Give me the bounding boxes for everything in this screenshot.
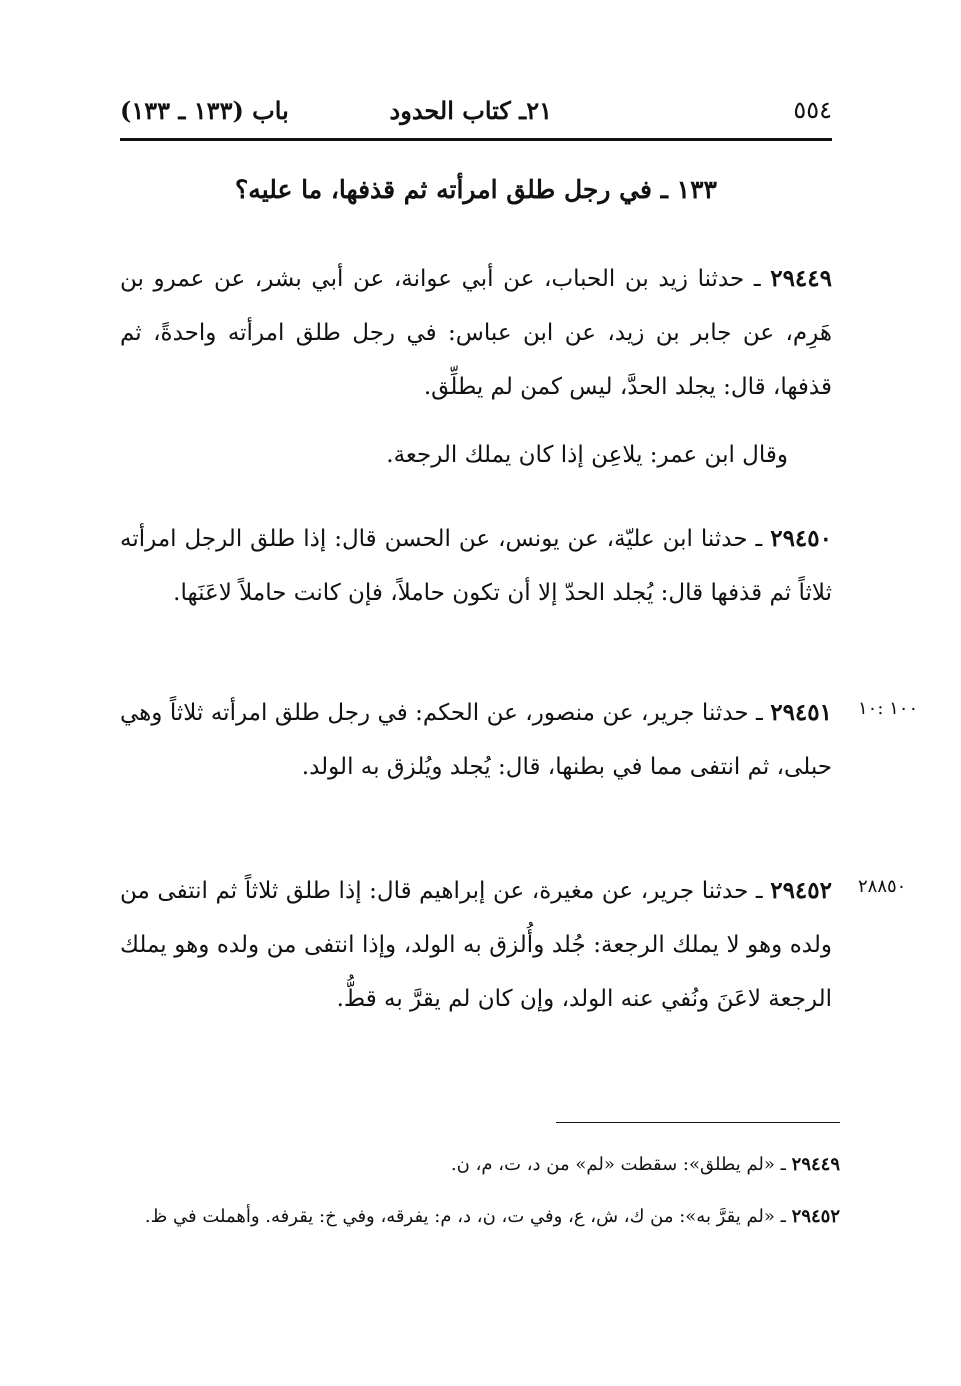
footnote-text: ـ «لم يطلق»: سقطت «لم» من د، ت، م، ن. xyxy=(450,1154,792,1175)
hadith-29452 xyxy=(120,864,832,1026)
footnote-number: ٢٩٤٥٢ xyxy=(791,1206,840,1227)
hadith-29449 xyxy=(120,252,832,414)
hadith-text: ـ حدثنا زيد بن الحباب، عن أبي عوانة، عن أبي بشر، عن عمرو بن هَرِم، عن جابر بن زيد، عن ابن عباس: في رجل طلق امرأته واحدةً، ثم قذفها، قال: يجلد الحدَّ، ليس كمن لم يطلِّق. xyxy=(120,266,832,400)
chapter-range: باب (١٣٣ ـ ١٣٣) xyxy=(120,96,289,125)
book-title: ٢١ـ كتاب الحدود xyxy=(389,96,552,125)
footnote-29449 xyxy=(120,1146,840,1184)
page-header xyxy=(120,96,832,136)
hadith-text: ـ حدثنا ابن عليّة، عن يونس، عن الحسن قال: إذا طلق الرجل امرأته ثلاثاً ثم قذفها قال: يُجلد الحدّ إلا أن تكون حاملاً، فإن كانت حاملاً لاعَنَها. xyxy=(120,526,832,606)
hadith-number: ٢٩٤٥٠ xyxy=(770,525,832,552)
hadith-number: ٢٩٤٥١ xyxy=(770,699,832,726)
hadith-text: وقال ابن عمر: يلاعِن إذا كان يملك الرجعة. xyxy=(386,442,788,468)
footnote-29452 xyxy=(120,1198,840,1236)
page-number: ٥٥٤ xyxy=(793,96,832,124)
footnote-text: ـ «لم يقرَّ به»: من ك، ش، ع، وفي ت، ن، د، م: يفرقه، وفي خ: يقرفه. وأهملت في ظ. xyxy=(144,1206,792,1227)
hadith-text: ـ حدثنا جرير، عن مغيرة، عن إبراهيم قال: إذا طلق ثلاثاً ثم انتفى من ولده وهو لا يملك الرجعة: جُلد وأُلزق به الولد، وإذا انتفى من ولده وهو يملك الرجعة لاعَنَ ونُفي عنه الولد، وإن كان لم يقرَّ به قطُّ. xyxy=(120,878,832,1012)
section-title: ١٣٣ ـ في رجل طلق امرأته ثم قذفها، ما عليه؟ xyxy=(235,175,717,204)
hadith-number: ٢٩٤٥٢ xyxy=(770,877,832,904)
hadith-note-ibn-umar xyxy=(120,428,832,482)
hadith-29450 xyxy=(120,512,832,620)
footnote-number: ٢٩٤٤٩ xyxy=(791,1154,840,1175)
hadith-text: ـ حدثنا جرير، عن منصور، عن الحكم: في رجل طلق امرأته ثلاثاً وهي حبلى، ثم انتفى مما في بطنها، قال: يُجلد ويُلزق به الولد. xyxy=(120,700,832,780)
header-rule xyxy=(120,138,832,141)
footnote-rule xyxy=(556,1122,840,1123)
document-page: ٥٥٤ ٢١ـ كتاب الحدود باب (١٣٣ ـ ١٣٣) ١٣٣ ـ في رجل طلق امرأته ثم قذفها، ما عليه؟ ٢٩٤٤٩ ـ حدثنا زيد بن الحباب، عن أبي عوانة، عن أبي بشر، عن عمرو بن هَرِم، عن جابر بن زيد، عن ابن عباس: في رجل طلق امرأته واحدةً، ثم قذفها، قال: يجلد الحدَّ، ليس كمن لم يطلِّق. وقال ابن عمر: يلاعِن إذا كان يملك الرجعة. ٢٩٤٥٠ ـ حدثنا ابن عليّة، عن يونس، عن الحسن قال: إذا طلق الرجل امرأته ثلاثاً ثم قذفها قال: يُجلد الحدّ إلا أن تكون حاملاً، فإن كانت حاملاً لاعَنَها. ١٠٠ :١٠ ٢٩٤٥١ ـ حدثنا جرير، عن منصور، عن الحكم: في رجل طلق امرأته ثلاثاً وهي حبلى، ثم انتفى مما في بطنها، قال: يُجلد ويُلزق به الولد. ٢٨٨٥٠ ٢٩٤٥٢ ـ حدثنا جرير، عن مغيرة، عن إبراهيم قال: إذا طلق ثلاثاً ثم انتفى من ولده وهو لا يملك الرجعة: جُلد وأُلزق به الولد، وإذا انتفى من ولده وهو يملك الرجعة لاعَنَ ونُفي عنه الولد، وإن كان لم يقرَّ به قطُّ. ٢٩٤٤٩ ـ «لم يطلق»: سقطت «لم» من د، ت، م، ن. ٢٩٤٥٢ ـ «لم يقرَّ به»: من ك، ش، ع، وفي ت، ن، د، م: يفرقه، وفي خ: يقرفه. وأهملت في ظ. xyxy=(0,0,961,1386)
hadith-number: ٢٩٤٤٩ xyxy=(770,265,832,292)
hadith-29451 xyxy=(120,686,832,794)
